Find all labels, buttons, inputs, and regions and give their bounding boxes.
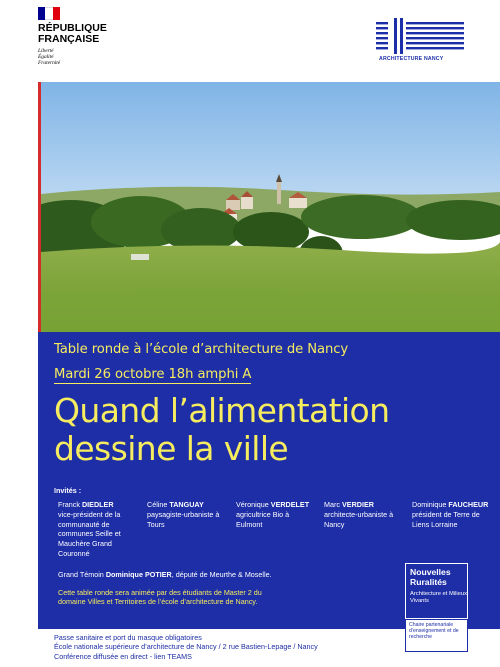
guests-label: Invités : <box>54 486 82 495</box>
republique-name: RÉPUBLIQUE FRANÇAISE <box>38 22 107 45</box>
event-date: Mardi 26 octobre 18h amphi A <box>54 367 252 382</box>
nouvelles-ruralites-logo <box>405 563 468 619</box>
guest-card: Céline TANGUAY paysagiste-urbaniste à Tours <box>147 500 220 529</box>
republique-motto: Liberté Égalité Fraternité <box>38 48 61 66</box>
grand-temoin: Grand Témoin Dominique POTIER, député de Meurthe & Moselle. <box>58 570 272 579</box>
animation-note: Cette table ronde sera animée par des étudiants de Master 2 du domaine Villes et Territoires de l’école d’architecture de Nancy. <box>58 588 262 607</box>
guest-card: Franck DIEDLER vice-président de la communauté de communes Seille et Mauchère Grand Couronné <box>58 500 121 558</box>
event-subtitle: Table ronde à l’école d’architecture de Nancy <box>54 342 349 357</box>
footer-info <box>54 633 318 661</box>
footer-sanitary: Passe sanitaire et port du masque obligatoires <box>54 633 202 642</box>
partner-title: Nouvelles Ruralités <box>410 567 451 587</box>
footer-address: École nationale supérieure d’architecture de Nancy / 2 rue Bastien-Lepage / Nancy <box>54 642 318 652</box>
chaire-label: Chaire partenariale d’enseignement et de recherche <box>405 619 468 652</box>
event-title: Quand l’alimentation dessine la ville <box>54 391 390 468</box>
partner-subtitle: Architecture et Milieux Vivants <box>410 591 468 605</box>
guest-card: Véronique VERDELET agricultrice Bio à Eulmont <box>236 500 310 529</box>
header <box>0 0 500 82</box>
french-flag-icon <box>38 7 60 20</box>
landscape-photo <box>41 82 500 332</box>
guest-card: Marc VERDIER architecte-urbaniste à Nancy <box>324 500 394 529</box>
republique-francaise-logo <box>38 7 128 66</box>
school-caption: ARCHITECTURE NANCY <box>379 56 444 62</box>
footer-stream-link: Conférence diffusée en direct - lien TEAMS <box>54 651 192 661</box>
guest-card: Dominique FAUCHEUR président de Terre de Liens Lorraine <box>412 500 489 529</box>
